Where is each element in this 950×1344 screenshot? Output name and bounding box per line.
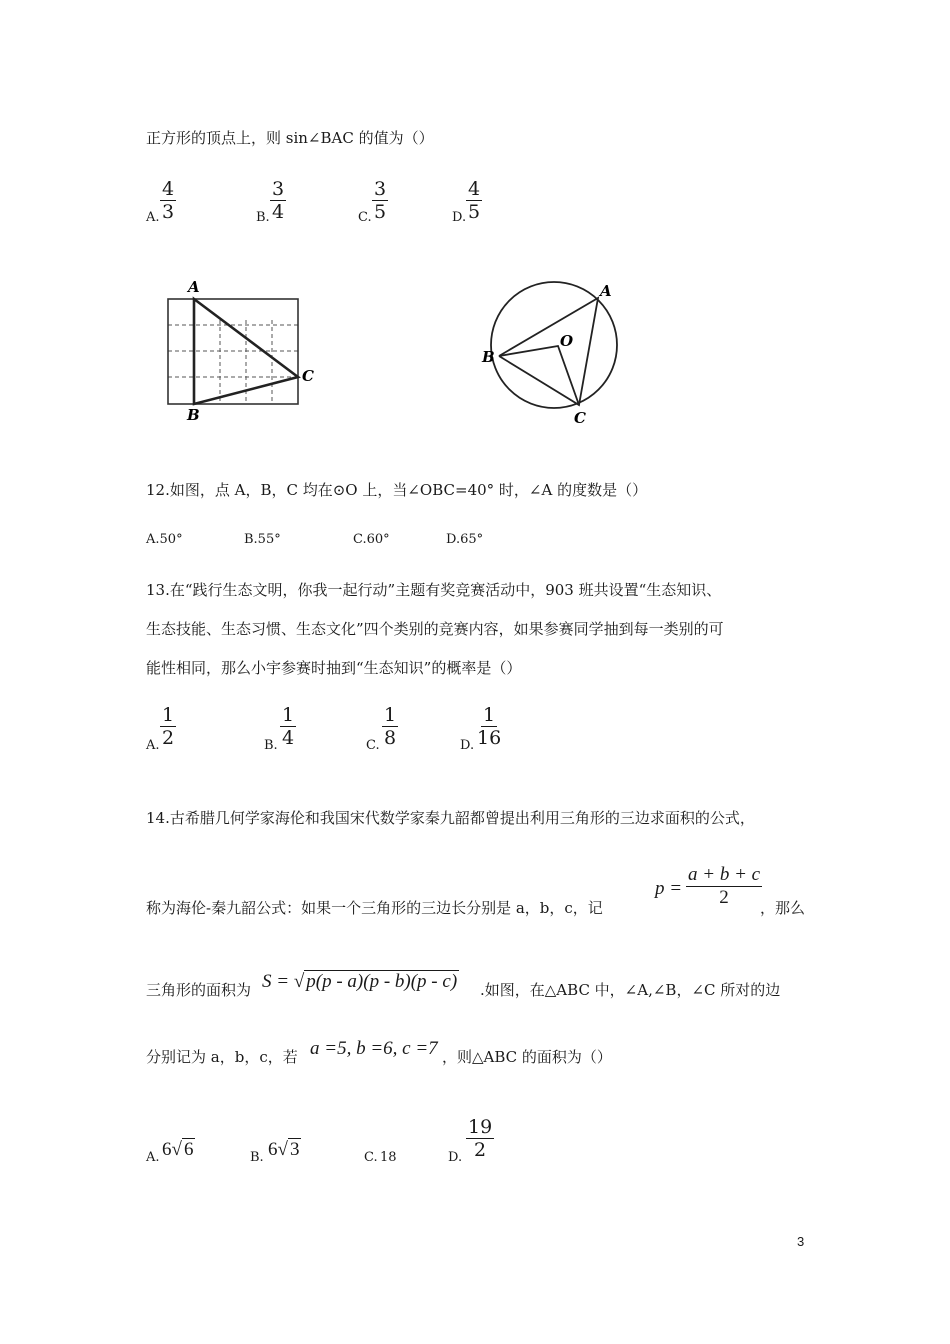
circle-label-b: B <box>482 348 495 366</box>
q14-line-3b: .如图，在△ABC 中，∠A,∠B，∠C 所对的边 <box>480 981 781 999</box>
grid-label-a: A <box>188 278 200 296</box>
q14-option-b-value: 6√ 3 <box>268 1139 300 1160</box>
q13-line-1: 13.在“践行生态文明，你我一起行动”主题有奖竞赛活动中，903 班共设置“生态知识、 <box>146 581 722 599</box>
q11-option-c-label: C. <box>358 210 372 225</box>
q14-line-4a: 分别记为 a，b，c，若 <box>146 1048 298 1066</box>
circle-label-o: O <box>560 332 574 350</box>
q14-line-4b: ，则△ABC 的面积为（） <box>442 1048 612 1066</box>
q13-option-b-label: B. <box>264 738 278 753</box>
q11-text: 正方形的顶点上，则 sin∠BAC 的值为（） <box>146 129 434 147</box>
q11-option-d-label: D. <box>452 210 467 225</box>
q12-text: 12.如图，点 A，B，C 均在⊙O 上，当∠OBC=40° 时，∠A 的度数是（） <box>146 481 648 499</box>
s-formula: S = √ p(p - a)(p - b)(p - c) <box>262 971 458 992</box>
q14-option-c-label: C. <box>364 1150 378 1165</box>
q11-option-c-fraction: $\frac{3}{5}$ <box>374 178 387 223</box>
q14-option-a-label: A. <box>146 1150 160 1165</box>
q14-option-b-label: B. <box>250 1150 264 1165</box>
grid-label-c: C <box>302 367 314 385</box>
q13-option-a-label: A. <box>146 738 160 753</box>
page-number: 3 <box>797 1234 805 1249</box>
grid-label-b: B <box>187 406 200 424</box>
q12-option-b: B.55° <box>244 532 281 547</box>
q14-line-1: 14.古希腊几何学家海伦和我国宋代数学家秦九韶都曾提出利用三角形的三边求面积的公式， <box>146 809 755 827</box>
q12-option-c: C.60° <box>353 532 390 547</box>
q13-option-d-fraction: $\frac{1}{16}$ <box>477 704 502 749</box>
q11-option-d-fraction: $\frac{4}{5}$ <box>468 178 481 223</box>
q13-line-3: 能性相同，那么小宇参赛时抽到“生态知识”的概率是（） <box>146 659 522 677</box>
q13-option-b-fraction: $\frac{1}{4}$ <box>282 704 295 749</box>
q14-option-c-value: 18 <box>380 1150 397 1165</box>
q11-option-a-fraction: $\frac{4}{3}$ <box>162 178 175 223</box>
q14-option-a-value: 6√ 6 <box>162 1139 194 1160</box>
p-formula-fraction: $\frac{a + b + c}{2}$ <box>688 864 761 908</box>
q14-option-d-label: D. <box>448 1150 463 1165</box>
circle-figure <box>476 276 626 428</box>
q14-line-2a: 称为海伦-秦九韶公式：如果一个三角形的三边长分别是 a，b，c，记 <box>146 899 603 917</box>
q11-option-a-label: A. <box>146 210 160 225</box>
q13-option-a-fraction: $\frac{1}{2}$ <box>162 704 175 749</box>
q14-line-2b: ，那么 <box>760 899 806 917</box>
q11-option-b-label: B. <box>256 210 270 225</box>
circle-label-c: C <box>574 409 586 427</box>
p-formula-lhs: p = <box>655 878 683 899</box>
q13-option-c-fraction: $\frac{1}{8}$ <box>384 704 397 749</box>
grid-triangle-figure <box>150 270 330 430</box>
q12-option-d: D.65° <box>446 532 484 547</box>
q13-option-d-label: D. <box>460 738 475 753</box>
q13-line-2: 生态技能、生态习惯、生态文化”四个类别的竞赛内容，如果参赛同学抽到每一类别的可 <box>146 620 724 638</box>
circle-label-a: A <box>600 282 612 300</box>
q12-option-a: A.50° <box>146 532 183 547</box>
q14-option-d-fraction: $\frac{19}{2}$ <box>468 1116 493 1161</box>
q13-option-c-label: C. <box>366 738 380 753</box>
q11-option-b-fraction: $\frac{3}{4}$ <box>272 178 285 223</box>
side-values: a =5, b =6, c =7 <box>310 1038 438 1059</box>
q14-line-3a: 三角形的面积为 <box>146 981 252 999</box>
